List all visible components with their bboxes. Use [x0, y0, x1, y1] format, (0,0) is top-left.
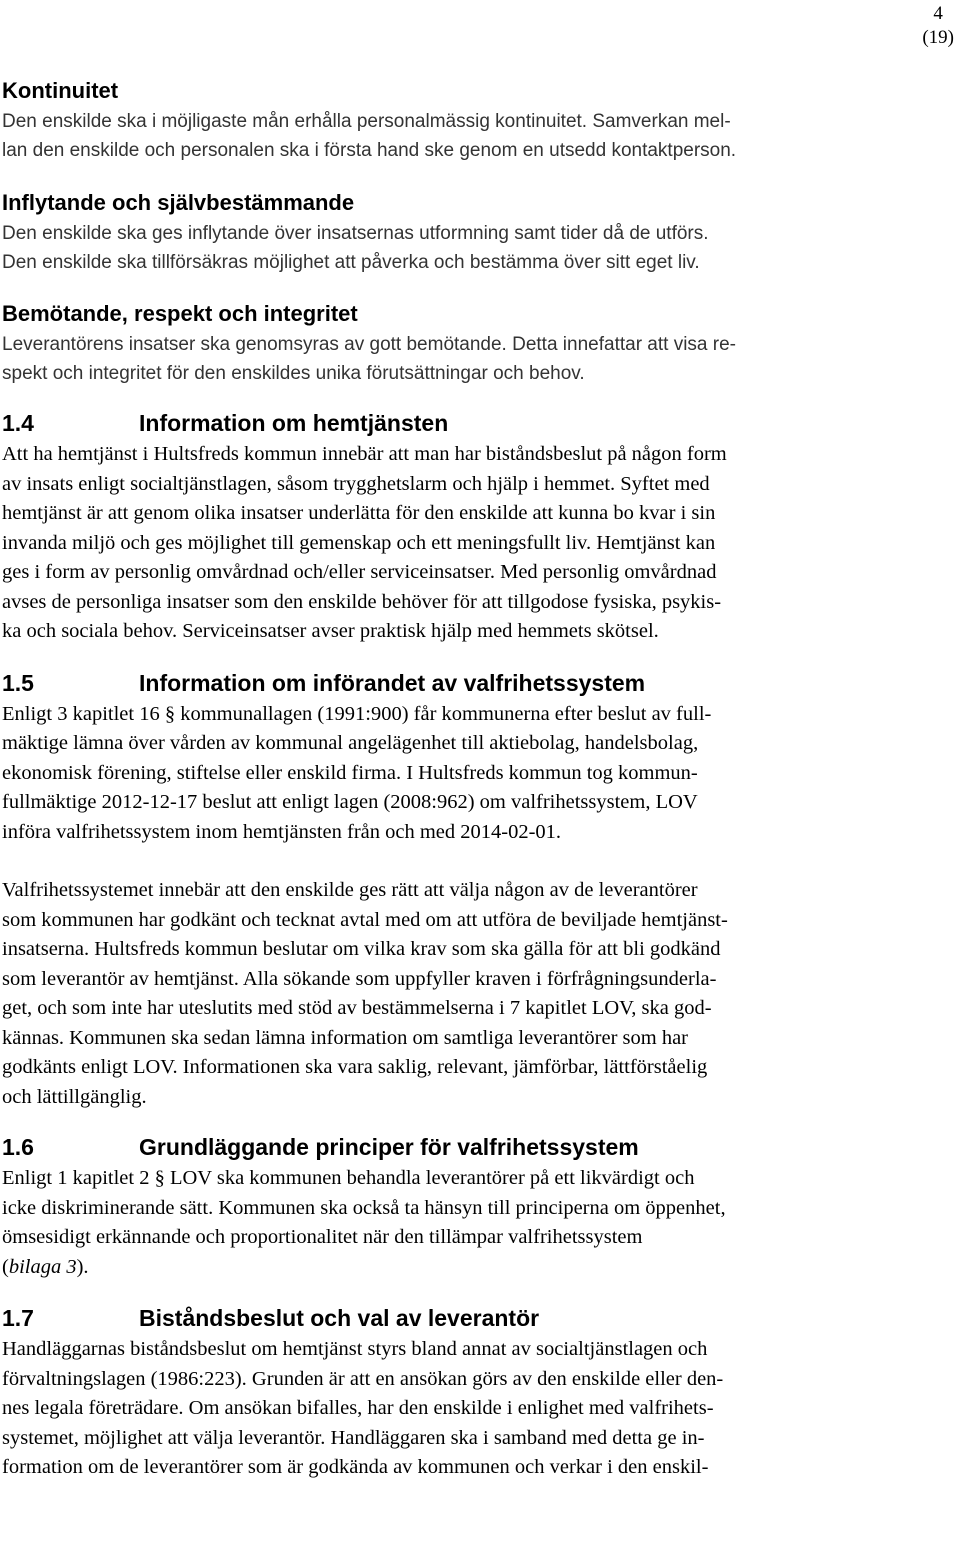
heading-1-5 [2, 668, 932, 698]
paragraph-1-5-b [2, 876, 932, 1112]
paragraph-kontinuitet [2, 107, 932, 165]
text-line: Leverantörens insatser ska genomsyras av gott bemötande. Detta innefattar att visa re- [2, 334, 736, 355]
text-line: get, och som inte har uteslutits med stöd av bestämmelserna i 7 kapitlet LOV, ska god- [2, 997, 712, 1019]
text-line: nes legala företrädare. Om ansökan bifalles, har den enskilde i enlighet med valfrihets- [2, 1397, 714, 1419]
text-line: formation om de leverantörer som är godkända av kommunen och verkar i den enskil- [2, 1456, 709, 1478]
paren-close: ). [76, 1255, 89, 1278]
text-line: ekonomisk förening, stiftelse eller enskild firma. I Hultsfreds kommun tog kommun- [2, 761, 698, 784]
heading-1-4 [2, 408, 932, 438]
text-line: hemtjänst är att genom olika insatser underlätta för den enskilde att kunna bo kvar i sin [2, 502, 716, 524]
text-line: avses de personliga insatser som den enskilde behöver för att tillgodose fysiska, psykis- [2, 590, 722, 613]
text-line: Den enskilde ska tillförsäkras möjlighet att påverka och bestämma över sitt eget liv. [2, 252, 700, 273]
text-line: fullmäktige 2012-12-17 beslut att enligt lagen (2008:962) om valfrihetssystem, LOV [2, 791, 698, 813]
text-line: förvaltningslagen (1986:223). Grunden är att en ansökan görs av den enskilde eller den- [2, 1367, 724, 1390]
text-line: Att ha hemtjänst i Hultsfreds kommun innebär att man har biståndsbeslut på någon form [2, 443, 727, 465]
text-line: Handläggarnas biståndsbeslut om hemtjänst styrs bland annat av socialtjänstlagen och [2, 1338, 708, 1360]
text-line: ka och sociala behov. Serviceinsatser avser praktisk hjälp med hemmets skötsel. [2, 620, 659, 642]
text-line: införa valfrihetssystem inom hemtjänsten från och med 2014-02-01. [2, 820, 562, 843]
page-total: (19) [922, 27, 954, 48]
heading-inflytande: Inflytande och självbestämmande [2, 190, 355, 215]
text-line: och lättillgänglig. [2, 1085, 147, 1108]
text-line: som leverantör av hemtjänst. Alla sökande som uppfyller kraven i förfrågningsunderla- [2, 967, 717, 990]
section-number: 1.7 [2, 1305, 34, 1331]
document-body [2, 76, 932, 1483]
page-current: 4 [933, 3, 943, 24]
section-number: 1.6 [2, 1134, 34, 1160]
text-line: Enligt 1 kapitlet 2 § LOV ska kommunen behandla leverantörer på ett likvärdigt och [2, 1167, 695, 1189]
text-line: godkänts enligt LOV. Informationen ska vara saklig, relevant, jämförbar, lättförståelig [2, 1056, 708, 1078]
heading-1-7 [2, 1303, 932, 1333]
attachment-reference: bilaga 3 [8, 1255, 77, 1278]
text-line: ömsesidigt erkännande och proportionalitet när den tillämpar valfrihetssystem [2, 1226, 643, 1248]
text-line-last [2, 1253, 932, 1283]
text-line: Valfrihetssystemet innebär att den enskilde ges rätt att välja någon av de leverantörer [2, 879, 698, 901]
paragraph-1-4 [2, 440, 932, 647]
paragraph-bemotande [2, 330, 932, 388]
text-line: Den enskilde ska ges inflytande över insatsernas utformning samt tider då de utförs. [2, 223, 709, 244]
text-line: lan den enskilde och personalen ska i första hand ske genom en utsedd kontaktperson. [2, 140, 737, 161]
page-number [922, 2, 954, 50]
text-line: icke diskriminerande sätt. Kommunen ska också ta hänsyn till principerna om öppenhet, [2, 1196, 726, 1219]
text-line: mäktige lämna över vården av kommunal angelägenhet till aktiebolag, handelsbolag, [2, 732, 699, 754]
text-line: som kommunen har godkänt och tecknat avtal med om att utföra de beviljade hemtjänst- [2, 908, 728, 931]
text-line: av insats enligt socialtjänstlagen, såsom trygghetslarm och hjälp i hemmet. Syftet med [2, 472, 710, 495]
section-title: Information om införandet av valfrihetssystem [139, 669, 646, 696]
section-title: Biståndsbeslut och val av leverantör [139, 1305, 540, 1331]
section-title: Grundläggande principer för valfrihetssystem [139, 1134, 639, 1160]
heading-bemotande: Bemötande, respekt och integritet [2, 301, 358, 326]
heading-kontinuitet: Kontinuitet [2, 78, 119, 103]
paragraph-1-5-a [2, 700, 932, 848]
paragraph-1-6 [2, 1164, 932, 1282]
text-line: invanda miljö och ges möjlighet till gemenskap och ett meningsfullt liv. Hemtjänst kan [2, 531, 716, 554]
text-line: Enligt 3 kapitlet 16 § kommunallagen (1991:900) får kommunerna efter beslut av full- [2, 702, 712, 725]
paren-open: ( [2, 1255, 9, 1278]
paragraph-1-7 [2, 1335, 932, 1483]
section-number: 1.5 [2, 669, 34, 696]
section-title: Information om hemtjänsten [139, 410, 449, 436]
text-line: kännas. Kommunen ska sedan lämna information om samtliga leverantörer som har [2, 1026, 688, 1049]
text-line: insatserna. Hultsfreds kommun beslutar om vilka krav som ska gälla för att bli godkänd [2, 938, 721, 960]
paragraph-inflytande [2, 219, 932, 277]
section-number: 1.4 [2, 410, 34, 436]
text-line: ges i form av personlig omvårdnad och/eller serviceinsatser. Med personlig omvårdnad [2, 561, 717, 583]
text-line: spekt och integritet för den enskildes unika förutsättningar och behov. [2, 363, 585, 384]
heading-1-6 [2, 1132, 932, 1162]
text-line: systemet, möjlighet att välja leverantör. Handläggaren ska i samband med detta ge in- [2, 1426, 705, 1449]
text-line: Den enskilde ska i möjligaste mån erhålla personalmässig kontinuitet. Samverkan mel- [2, 111, 731, 132]
